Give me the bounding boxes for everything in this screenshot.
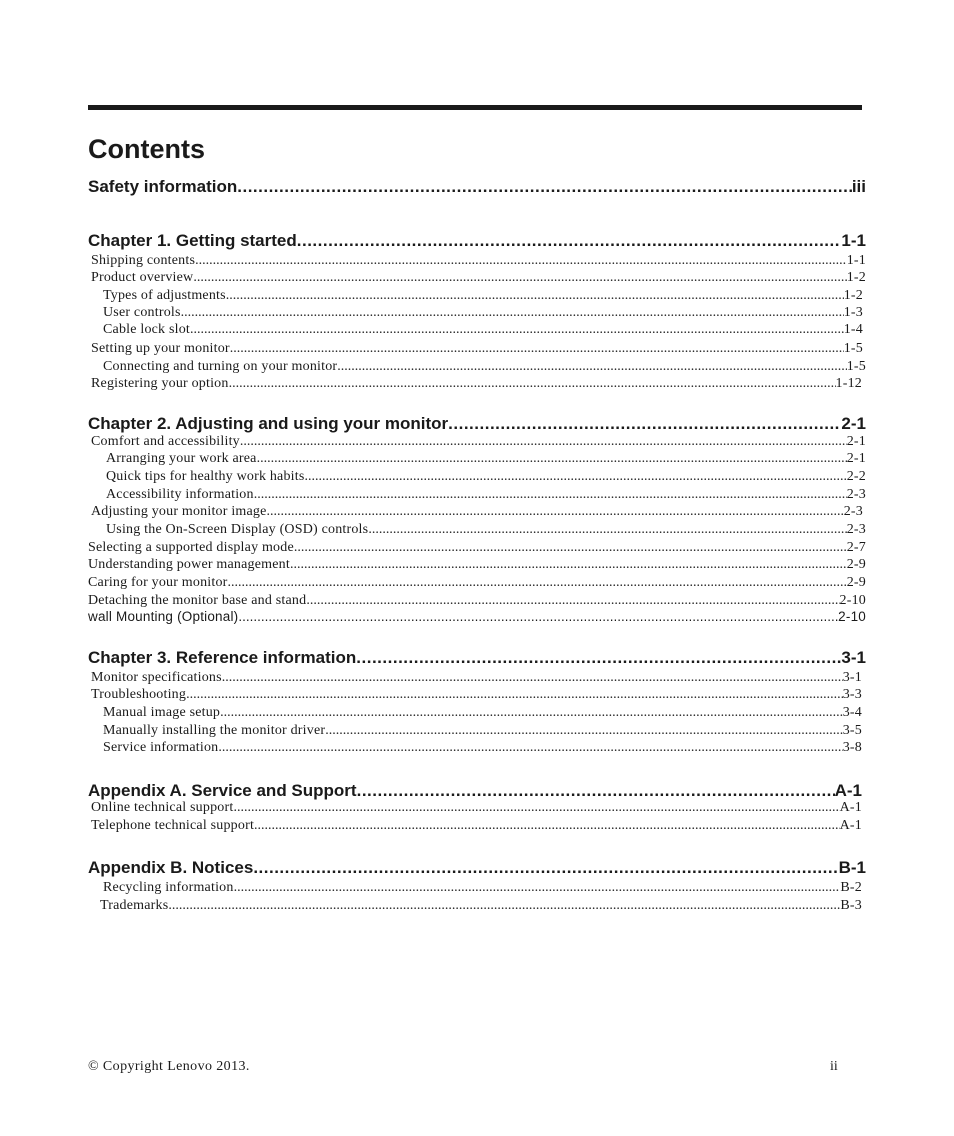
toc-leader-dots xyxy=(306,592,839,609)
toc-entry[interactable] xyxy=(103,704,862,721)
toc-label: Trademarks xyxy=(100,898,169,913)
footer-copyright: © Copyright Lenovo 2013. xyxy=(88,1059,250,1074)
toc-leader-dots xyxy=(238,608,838,625)
toc-label: Monitor specifications xyxy=(91,670,222,685)
toc-entry[interactable] xyxy=(103,739,862,756)
toc-page-number: A-1 xyxy=(839,800,862,815)
toc-label: User controls xyxy=(103,305,181,320)
toc-entry[interactable] xyxy=(103,287,863,304)
toc-leader-dots xyxy=(237,176,852,198)
toc-entry[interactable] xyxy=(100,897,862,914)
toc-leader-dots xyxy=(220,704,843,721)
toc-label: Chapter 3. Reference information xyxy=(88,648,357,667)
toc-entry[interactable] xyxy=(91,269,866,286)
toc-leader-dots xyxy=(226,287,844,304)
toc-entry[interactable] xyxy=(91,375,862,392)
toc-leader-dots xyxy=(186,686,843,703)
toc-leader-dots xyxy=(267,503,844,520)
toc-label: Registering your option xyxy=(91,376,229,391)
toc-entry[interactable] xyxy=(91,817,862,834)
toc-page-number: B-1 xyxy=(838,858,866,877)
toc-leader-dots xyxy=(325,722,843,739)
toc-page-number: 1-5 xyxy=(843,341,863,356)
toc-leader-dots xyxy=(228,574,847,591)
toc-label: Using the On-Screen Display (OSD) controls xyxy=(106,522,369,537)
toc-leader-dots xyxy=(368,521,846,538)
toc-page-number: 2-9 xyxy=(846,557,866,572)
toc-label: Connecting and turning on your monitor xyxy=(103,359,338,374)
toc-page-number: 2-7 xyxy=(846,540,866,555)
toc-page-number: iii xyxy=(851,177,866,196)
toc-label: Caring for your monitor xyxy=(88,575,228,590)
footer-page-number: ii xyxy=(830,1059,838,1074)
toc-entry[interactable] xyxy=(103,321,863,338)
toc-page-number: 3-1 xyxy=(842,670,862,685)
toc-leader-dots xyxy=(448,413,841,435)
toc-leader-dots xyxy=(181,304,844,321)
toc-page-number: A-1 xyxy=(834,781,862,800)
toc-entry[interactable] xyxy=(88,556,866,573)
toc-label: Cable lock slot xyxy=(103,322,190,337)
toc-leader-dots xyxy=(257,450,847,467)
toc-leader-dots xyxy=(297,230,842,252)
toc-leader-dots xyxy=(190,321,844,338)
toc-label: Setting up your monitor xyxy=(91,341,230,356)
toc-page-number: 2-3 xyxy=(846,522,866,537)
toc-leader-dots xyxy=(337,358,846,375)
toc-entry[interactable] xyxy=(91,669,862,686)
toc-label: Arranging your work area xyxy=(106,451,257,466)
toc-page-number: 1-1 xyxy=(846,253,866,268)
toc-label: Safety information xyxy=(88,177,238,196)
toc-entry[interactable] xyxy=(88,539,866,556)
toc-heading[interactable] xyxy=(88,647,866,669)
toc-entry[interactable] xyxy=(91,503,863,520)
toc-label: Comfort and accessibility xyxy=(91,434,240,449)
toc-label: Chapter 2. Adjusting and using your monitor xyxy=(88,414,449,433)
toc-label: Accessibility information xyxy=(106,487,254,502)
toc-page-number: 2-10 xyxy=(839,593,866,608)
toc-leader-dots xyxy=(254,486,847,503)
toc-page-number: 2-2 xyxy=(846,469,866,484)
toc-label: Adjusting your monitor image xyxy=(91,504,267,519)
toc-label: Chapter 1. Getting started xyxy=(88,231,297,250)
toc-leader-dots xyxy=(168,897,840,914)
toc-page-number: 2-3 xyxy=(843,504,863,519)
toc-entry[interactable] xyxy=(106,521,866,538)
toc-entry[interactable] xyxy=(88,592,866,609)
toc-page-number: 1-4 xyxy=(843,322,863,337)
toc-heading[interactable] xyxy=(88,176,866,198)
toc-label: Shipping contents xyxy=(91,253,196,268)
toc-page-number: 2-1 xyxy=(846,434,866,449)
page-title: Contents xyxy=(88,134,205,164)
toc-label: Manually installing the monitor driver xyxy=(103,723,326,738)
toc-leader-dots xyxy=(218,739,842,756)
toc-entry[interactable] xyxy=(106,450,866,467)
toc-label: Telephone technical support xyxy=(91,818,255,833)
toc-leader-dots xyxy=(240,433,847,450)
toc-label: wall Mounting (Optional) xyxy=(88,609,239,624)
toc-page-number: 3-3 xyxy=(842,687,862,702)
toc-entry[interactable] xyxy=(103,879,862,896)
toc-page-number: 3-8 xyxy=(842,740,862,755)
toc-leader-dots xyxy=(230,340,844,357)
toc-label: Detaching the monitor base and stand xyxy=(88,593,307,608)
toc-label: Product overview xyxy=(91,270,194,285)
toc-heading[interactable] xyxy=(88,413,866,435)
toc-page-number: 1-3 xyxy=(843,305,863,320)
toc-leader-dots xyxy=(253,857,838,879)
toc-label: Online technical support xyxy=(91,800,234,815)
toc-entry[interactable] xyxy=(91,252,866,269)
toc-label: Troubleshooting xyxy=(91,687,187,702)
top-rule xyxy=(88,105,862,110)
toc-leader-dots xyxy=(234,879,841,896)
toc-leader-dots xyxy=(233,799,839,816)
toc-leader-dots xyxy=(195,252,847,269)
toc-page-number: 3-5 xyxy=(842,723,862,738)
toc-page-number: B-2 xyxy=(840,880,862,895)
toc-page-number: 1-2 xyxy=(843,288,863,303)
toc-label: Quick tips for healthy work habits xyxy=(106,469,305,484)
toc-leader-dots xyxy=(254,817,840,834)
toc-label: Selecting a supported display mode xyxy=(88,540,294,555)
toc-entry[interactable] xyxy=(91,686,862,703)
toc-leader-dots xyxy=(290,556,847,573)
toc-entry[interactable] xyxy=(103,722,862,739)
toc-heading[interactable] xyxy=(88,857,866,879)
toc-page-number: 1-2 xyxy=(846,270,866,285)
toc-entry[interactable] xyxy=(106,468,866,485)
toc-label: Manual image setup xyxy=(103,705,221,720)
toc-page-number: 2-1 xyxy=(841,414,866,433)
toc-leader-dots xyxy=(294,539,847,556)
toc-entry[interactable] xyxy=(88,608,866,625)
toc-leader-dots xyxy=(193,269,846,286)
toc-page-number: 2-3 xyxy=(846,487,866,502)
toc-entry[interactable] xyxy=(106,486,866,503)
toc-page-number: A-1 xyxy=(839,818,862,833)
toc-label: Appendix A. Service and Support xyxy=(88,781,357,800)
toc-page-number: 1-1 xyxy=(841,231,866,250)
toc-page-number: 2-10 xyxy=(838,609,866,624)
toc-entry[interactable] xyxy=(91,340,863,357)
toc-leader-dots xyxy=(222,669,843,686)
toc-leader-dots xyxy=(305,468,847,485)
toc-page-number: 1-5 xyxy=(846,359,866,374)
toc-label: Recycling information xyxy=(103,880,234,895)
toc-leader-dots xyxy=(229,375,836,392)
toc-entry[interactable] xyxy=(103,358,866,375)
toc-page-number: 2-1 xyxy=(846,451,866,466)
toc-label: Understanding power management xyxy=(88,557,290,572)
toc-page-number: 3-4 xyxy=(842,705,862,720)
toc-label: Appendix B. Notices xyxy=(88,858,254,877)
toc-page-number: 2-9 xyxy=(846,575,866,590)
toc-label: Service information xyxy=(103,740,219,755)
toc-leader-dots xyxy=(356,647,841,669)
toc-entry[interactable] xyxy=(91,799,862,816)
toc-page-number: 1-12 xyxy=(835,376,862,391)
toc-page-number: B-3 xyxy=(840,898,862,913)
toc-entry[interactable] xyxy=(103,304,863,321)
toc-entry[interactable] xyxy=(91,433,866,450)
toc-label: Types of adjustments xyxy=(103,288,226,303)
toc-heading[interactable] xyxy=(88,230,866,252)
toc-entry[interactable] xyxy=(88,574,866,591)
toc-page-number: 3-1 xyxy=(841,648,866,667)
